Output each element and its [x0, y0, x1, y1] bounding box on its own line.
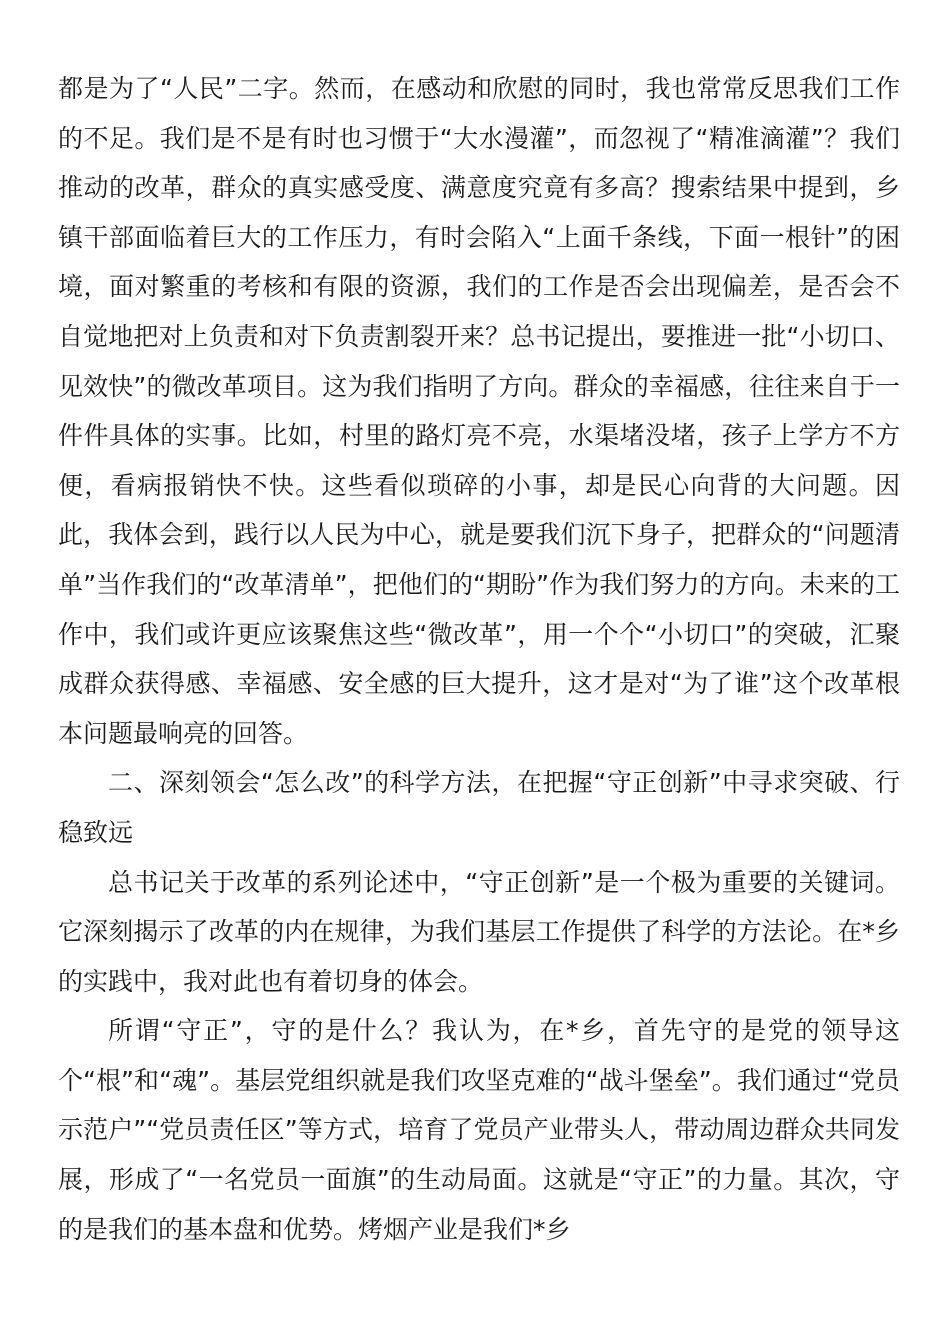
paragraph-shouzheng-intro: 总书记关于改革的系列论述中，“守正创新”是一个极为重要的关键词。它深刻揭示了改革的内在规律，为我们基层工作提供了科学的方法论。在*乡的实践中，我对此也有着切身的体会。: [58, 867, 900, 996]
paragraph-continuation: 都是为了“人民”二字。然而，在感动和欣慰的同时，我也常常反思我们工作的不足。我们是不是有时也习惯于“大水漫灌”，而忽视了“精准滴灌”？我们推动的改革，群众的真实感受度、满意度究竟有多高？搜索结果中提到，乡镇干部面临着巨大的工作压力，有时会陷入“上面千条线，下面一根针”的困境，面对繁重的考核和有限的资源，我们的工作是否会出现偏差，是否会不自觉地把对上负责和对下负责割裂开来？总书记提出，要推进一批“小切口、见效快”的微改革项目。这为我们指明了方向。群众的幸福感，往往来自于一件件具体的实事。比如，村里的路灯亮不亮，水渠堵没堵，孩子上学方不方便，看病报销快不快。这些看似琐碎的小事，却是民心向背的大问题。因此，我体会到，践行以人民为中心，就是要我们沉下身子，把群众的“问题清单”当作我们的“改革清单”，把他们的“期盼”作为我们努力的方向。未来的工作中，我们或许更应该聚焦这些“微改革”，用一个个“小切口”的突破，汇聚成群众获得感、幸福感、安全感的巨大提升，这才是对“为了谁”这个改革根本问题最响亮的回答。: [58, 74, 900, 748]
document-page: [58, 64, 900, 1254]
paragraph-shouzheng-meaning: 所谓“守正”，守的是什么？我认为，在*乡，首先守的是党的领导这个“根”和“魂”。基层党组织就是我们攻坚克难的“战斗堡垒”。我们通过“党员示范户”“党员责任区”等方式，培育了党员产业带头人，带动周边群众共同发展，形成了“一名党员一面旗”的生动局面。这就是“守正”的力量。其次，守的是我们的基本盘和优势。烤烟产业是我们*乡: [58, 1016, 900, 1244]
section-heading-two: 二、深刻领会“怎么改”的科学方法，在把握“守正创新”中寻求突破、行稳致远: [58, 768, 900, 847]
